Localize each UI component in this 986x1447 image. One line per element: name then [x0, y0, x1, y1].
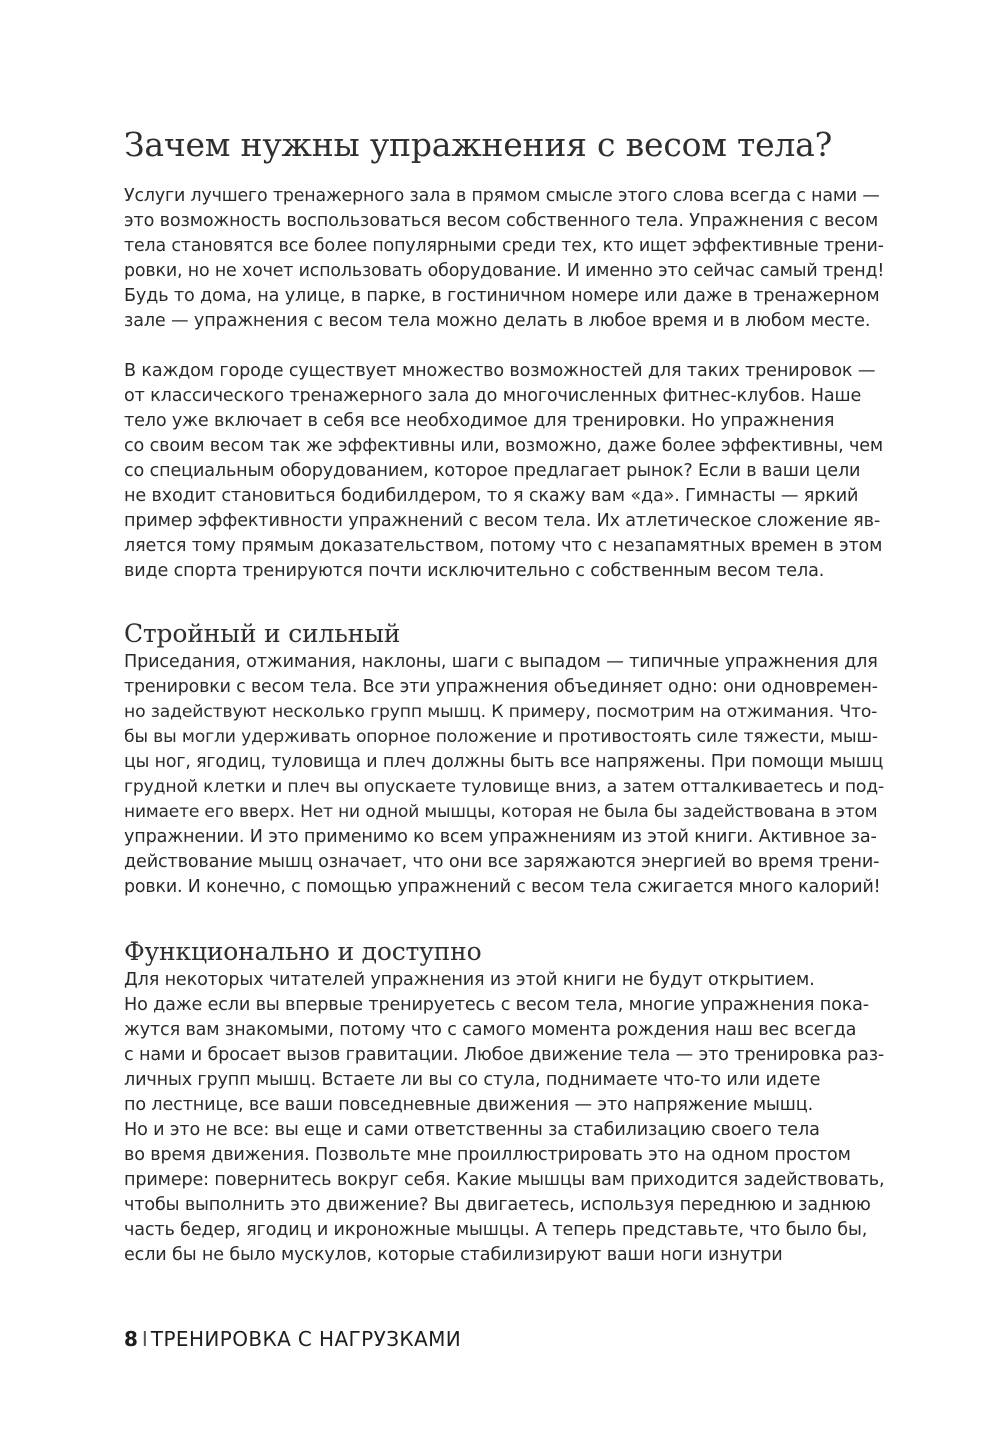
- text-line: ляется тому прямым доказательством, потому что с незапамятных времен в этом: [124, 536, 883, 556]
- text-line: если бы не было мускулов, которые стабилизируют ваши ноги изнутри: [124, 1245, 783, 1265]
- intro-paragraph-2: [124, 359, 884, 584]
- text-line: это возможность воспользоваться весом собственного тела. Упражнения с весом: [124, 211, 879, 231]
- text-line: но задействуют несколько групп мышц. К примеру, посмотрим на отжимания. Что-: [124, 702, 878, 722]
- text-line: с нами и бросает вызов гравитации. Любое движение тела — это тренировка раз-: [124, 1045, 885, 1065]
- text-line: Услуги лучшего тренажерного зала в прямом смысле этого слова всегда с нами —: [124, 186, 880, 206]
- text-line: тела становятся все более популярными среди тех, кто ищет эффективные трени-: [124, 236, 884, 256]
- text-line: грудной клетки и плеч вы опускаете туловище вниз, а затем отталкиваетесь и под-: [124, 777, 885, 797]
- text-line: тело уже включает в себя все необходимое для тренировки. Но упражнения: [124, 411, 835, 431]
- text-line: пример эффективности упражнений с весом тела. Их атлетическое сложение яв-: [124, 511, 881, 531]
- section-heading-functional: Функционально и доступно: [124, 937, 482, 966]
- section-paragraph-functional: [124, 968, 884, 1268]
- text-line: Но даже если вы впервые тренируетесь с весом тела, многие упражнения пока-: [124, 995, 870, 1015]
- text-line: Приседания, отжимания, наклоны, шаги с выпадом — типичные упражнения для: [124, 652, 878, 672]
- text-line: личных групп мышц. Встаете ли вы со стула, поднимаете что-то или идете: [124, 1070, 821, 1090]
- intro-paragraph-1: [124, 184, 884, 334]
- text-line: чтобы выполнить это движение? Вы двигаетесь, используя переднюю и заднюю: [124, 1195, 871, 1215]
- text-line: ровки, но не хочет использовать оборудование. И именно это сейчас самый тренд!: [124, 261, 885, 281]
- page-content: [124, 123, 884, 1268]
- text-line: Будь то дома, на улице, в парке, в гостиничном номере или даже в тренажерном: [124, 286, 880, 306]
- text-line: примере: повернитесь вокруг себя. Какие мышцы вам приходится задействовать,: [124, 1170, 885, 1190]
- footer-separator: I: [141, 1327, 148, 1351]
- page-title: Зачем нужны упражнения с весом тела?: [124, 125, 833, 164]
- text-line: нимаете его вверх. Нет ни одной мышцы, которая не была бы задействована в этом: [124, 802, 878, 822]
- section-heading-slim-strong: Стройный и сильный: [124, 619, 401, 648]
- section-paragraph-slim-strong: [124, 650, 884, 900]
- text-line: тренировки с весом тела. Все эти упражнения объединяет одно: они одновремен-: [124, 677, 878, 697]
- text-line: Для некоторых читателей упражнения из этой книги не будут открытием.: [124, 970, 815, 990]
- text-line: Но и это не все: вы еще и сами ответственны за стабилизацию своего тела: [124, 1120, 820, 1140]
- text-line: действование мышц означает, что они все заряжаются энергией во время трени-: [124, 852, 880, 872]
- text-line: ровки. И конечно, с помощью упражнений с весом тела сжигается много калорий!: [124, 877, 881, 897]
- text-line: виде спорта тренируются почти исключительно с собственным весом тела.: [124, 561, 825, 581]
- book-title: ТРЕНИРОВКА С НАГРУЗКАМИ: [150, 1327, 462, 1351]
- text-line: зале — упражнения с весом тела можно делать в любое время и в любом месте.: [124, 311, 871, 331]
- text-line: В каждом городе существует множество возможностей для таких тренировок —: [124, 361, 876, 381]
- text-line: от классического тренажерного зала до многочисленных фитнес-клубов. Наше: [124, 386, 862, 406]
- text-line: не входит становиться бодибилдером, то я скажу вам «да». Гимнасты — яркий: [124, 486, 859, 506]
- text-line: часть бедер, ягодиц и икроножные мышцы. А теперь представьте, что было бы,: [124, 1220, 868, 1240]
- text-line: со своим весом так же эффективны или, возможно, даже более эффективны, чем: [124, 436, 884, 456]
- page-number: 8: [124, 1327, 138, 1351]
- text-line: по лестнице, все ваши повседневные движения — это напряжение мышц.: [124, 1095, 814, 1115]
- text-line: во время движения. Позвольте мне проиллюстрировать это на одном простом: [124, 1145, 851, 1165]
- text-line: упражнении. И это применимо ко всем упражнениям из этой книги. Активное за-: [124, 827, 877, 847]
- text-line: бы вы могли удерживать опорное положение и противостоять силе тяжести, мыш-: [124, 727, 878, 747]
- text-line: цы ног, ягодиц, туловища и плеч должны быть все напряжены. При помощи мышц: [124, 752, 884, 772]
- text-line: жутся вам знакомыми, потому что с самого момента рождения наш вес всегда: [124, 1020, 857, 1040]
- page-footer: [124, 1325, 461, 1353]
- text-line: со специальным оборудованием, которое предлагает рынок? Если в ваши цели: [124, 461, 861, 481]
